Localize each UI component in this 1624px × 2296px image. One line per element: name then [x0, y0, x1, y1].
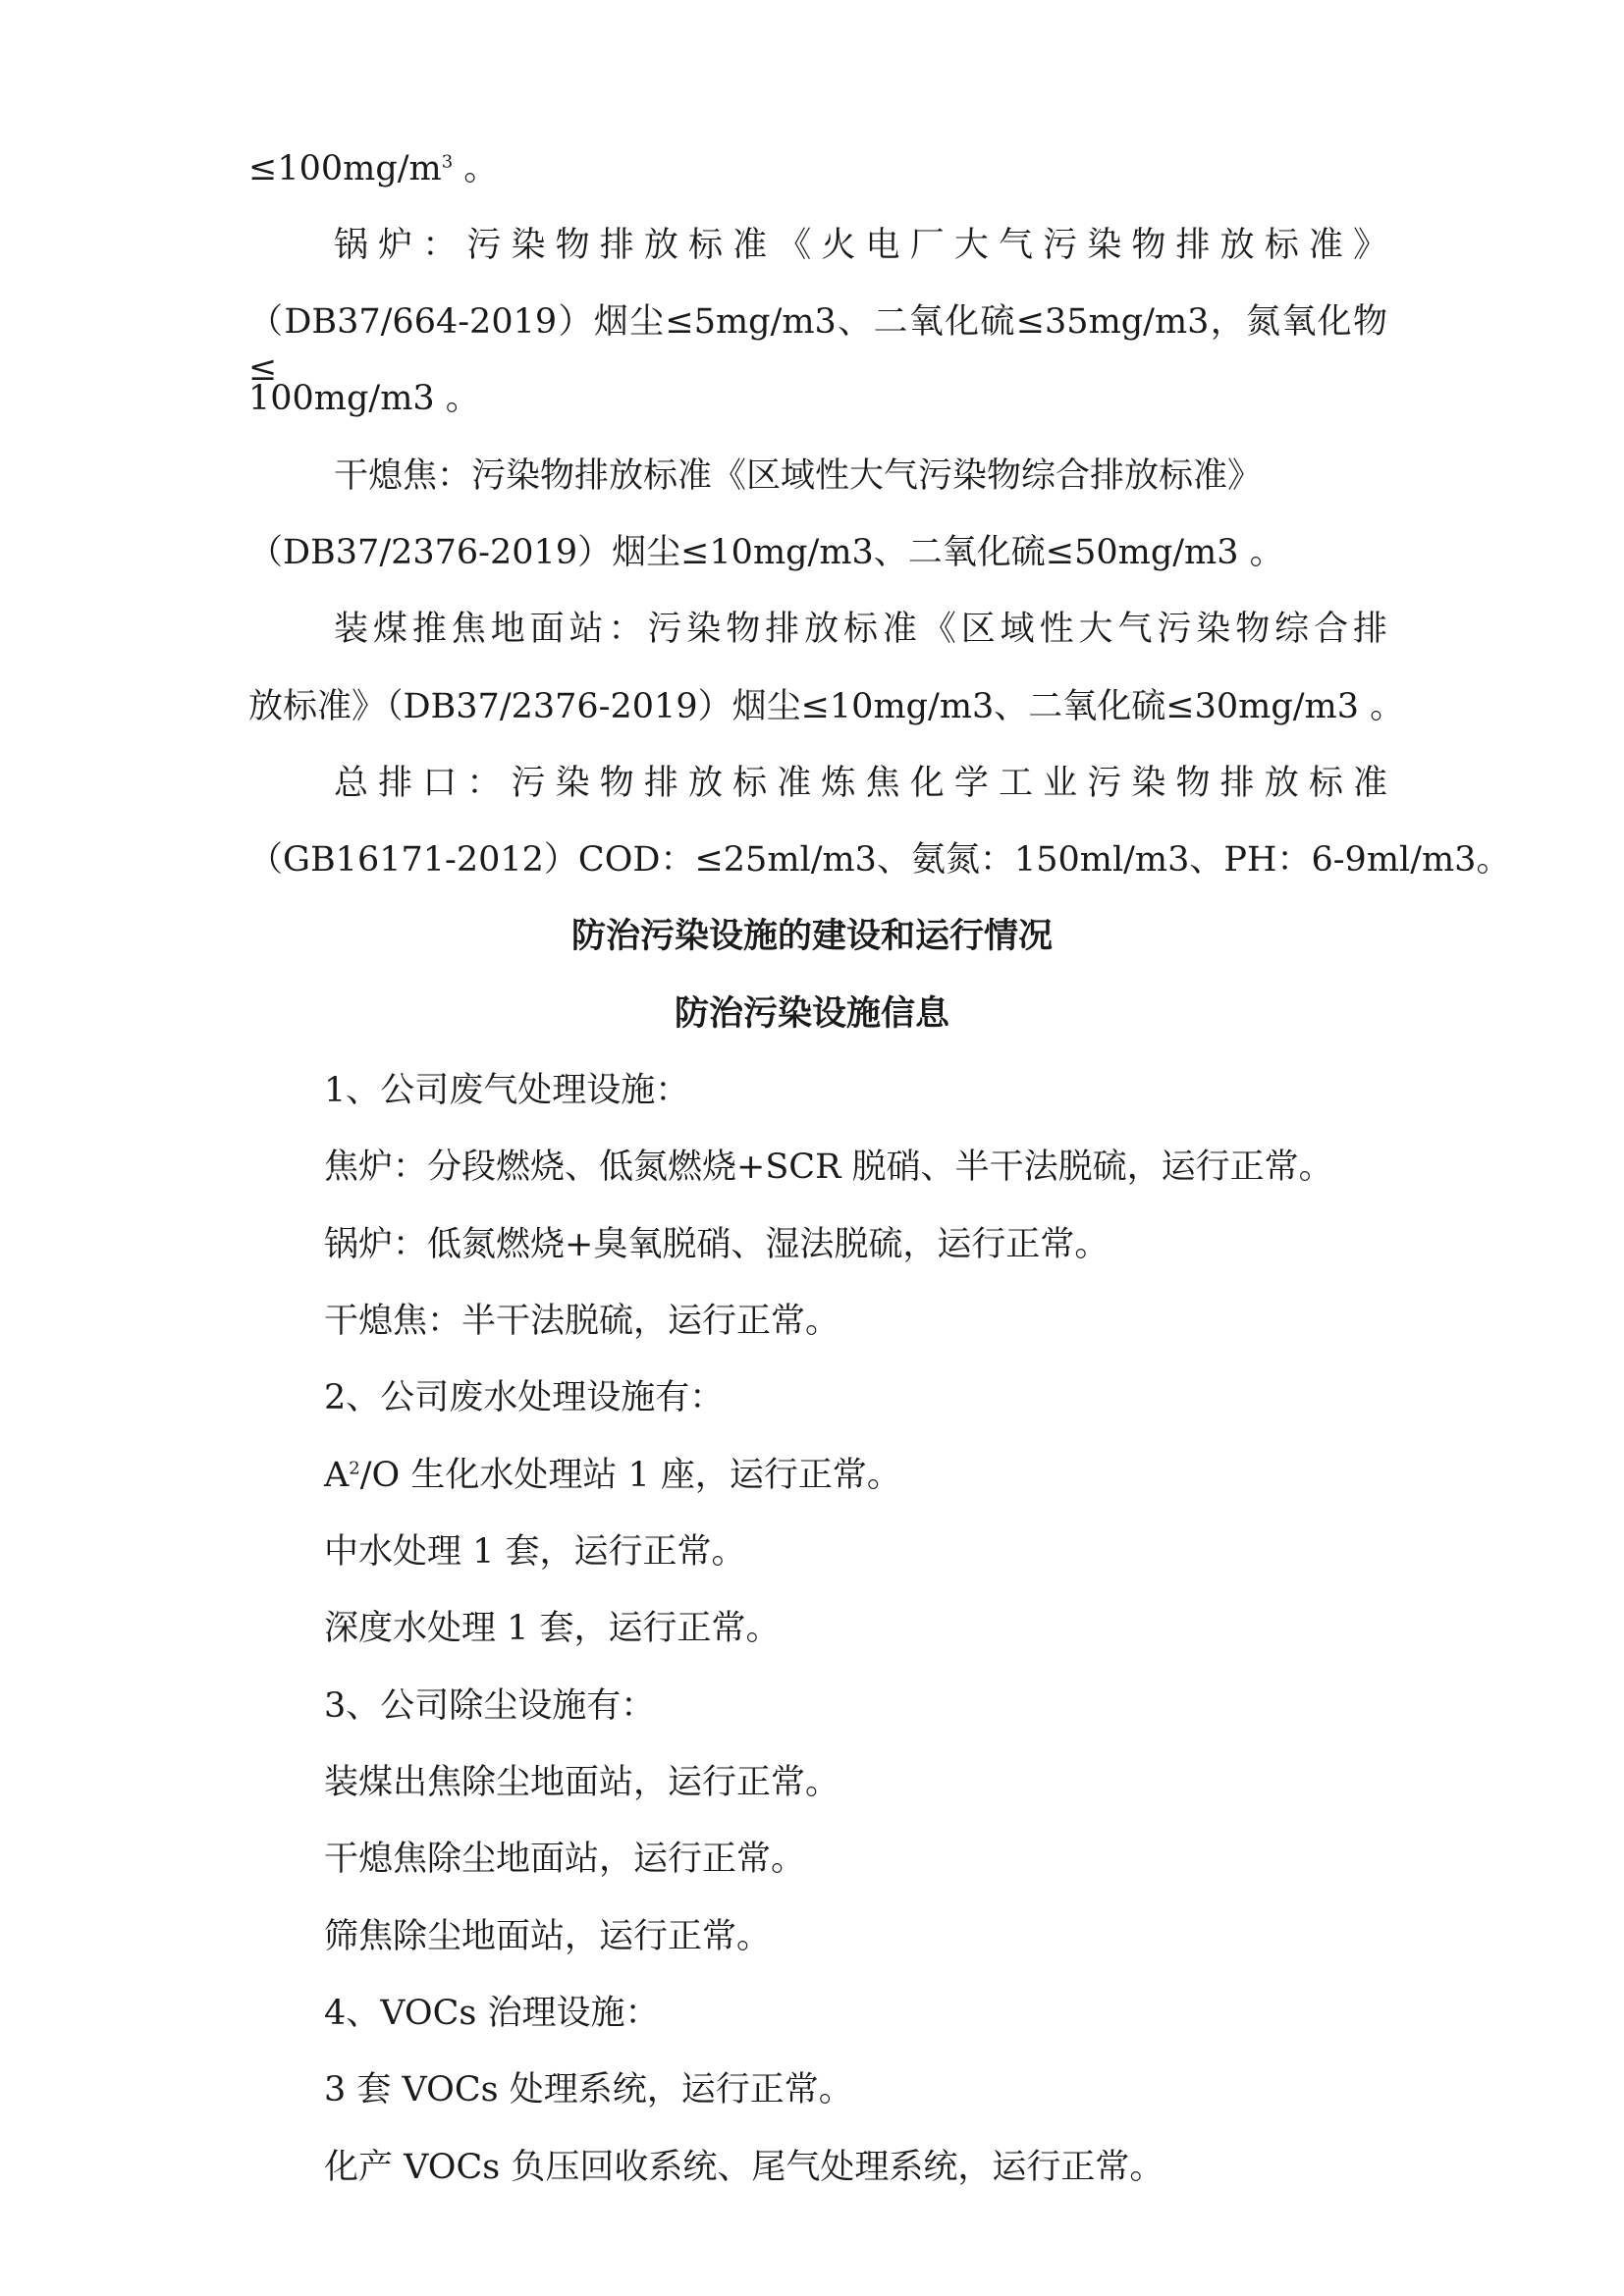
advanced-water-facility: 深度水处理 1 套，运行正常。 [324, 1609, 781, 1648]
cdq-standard-line-2: （DB37/2376-2019）烟尘≤10mg/m3、二氧化硫≤50mg/m3 。 [248, 533, 1284, 572]
ao-suffix: /O 生化水处理站 1 座，运行正常。 [359, 1456, 901, 1495]
boiler-facility: 锅炉：低氮燃烧+臭氧脱硝、湿法脱硫，运行正常。 [324, 1225, 1110, 1264]
gas-facilities-title: 1、公司废气处理设施： [324, 1071, 690, 1110]
voc-facility-2: 化产 VOCs 负压回收系统、尾气处理系统，运行正常。 [324, 2148, 1164, 2187]
dust-facility-1: 装煤出焦除尘地面站，运行正常。 [324, 1763, 840, 1802]
ao-prefix: A [324, 1456, 350, 1495]
dust-facility-2: 干熄焦除尘地面站，运行正常。 [324, 1840, 806, 1879]
voc-facilities-title: 4、VOCs 治理设施： [324, 1994, 660, 2033]
water-facilities-title: 2、公司废水处理设施有： [324, 1378, 725, 1417]
cdq-standard-line-1: 干熄焦：污染物排放标准《区域性大气污染物综合排放标准》 [334, 456, 1263, 496]
dust-facilities-title: 3、公司除尘设施有： [324, 1686, 656, 1726]
boiler-standard-line-1: 锅炉：污染物排放标准《火电厂大气污染物排放标准》 [334, 226, 1387, 265]
cdq-facility: 干熄焦：半干法脱硫，运行正常。 [324, 1302, 840, 1341]
dust-facility-3: 筛焦除尘地面站，运行正常。 [324, 1917, 772, 1956]
voc-facility-1: 3 套 VOCs 处理系统，运行正常。 [324, 2070, 853, 2109]
boiler-standard-line-3: 100mg/m3 。 [248, 379, 480, 418]
ground-station-standard-line-1: 装煤推焦地面站：污染物排放标准《区域性大气污染物综合排 [334, 610, 1387, 649]
outlet-standard-line-2: （GB16171-2012）COD：≤25ml/m3、氨氮：150ml/m3、PH：6-9ml/m3。 [248, 840, 1511, 880]
intro-line [248, 145, 498, 192]
intro-suffix: 。 [453, 149, 499, 188]
outlet-standard-line-1: 总排口：污染物排放标准炼焦化学工业污染物排放标准 [334, 764, 1387, 803]
intro-superscript: 3 [441, 151, 454, 173]
ground-station-standard-line-2: 放标准》（DB37/2376-2019）烟尘≤10mg/m3、二氧化硫≤30mg/m3 。 [248, 687, 1405, 726]
ao-superscript: 2 [349, 1458, 360, 1479]
reclaimed-water-facility: 中水处理 1 套，运行正常。 [324, 1532, 746, 1572]
boiler-standard-line-2: （DB37/664-2019）烟尘≤5mg/m3、二氧化硫≤35mg/m3，氮氧化物≤ [248, 302, 1387, 389]
ao-treatment-station [324, 1452, 901, 1499]
section-subheading: 防治污染设施信息 [674, 994, 949, 1034]
coke-oven-facility: 焦炉：分段燃烧、低氮燃烧+SCR 脱硝、半干法脱硫，运行正常。 [324, 1148, 1333, 1187]
intro-prefix: ≤100mg/m [248, 149, 442, 188]
section-heading: 防治污染设施的建设和运行情况 [570, 917, 1053, 956]
